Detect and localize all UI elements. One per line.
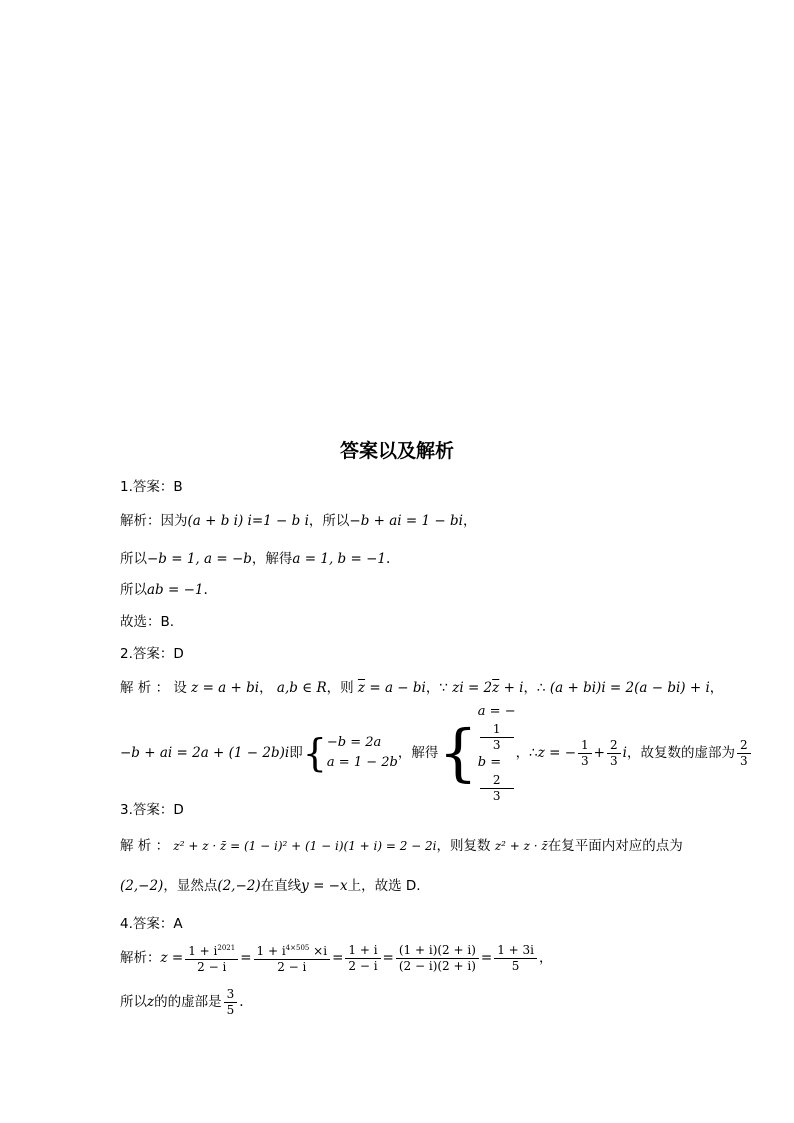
brace-icon: {	[302, 731, 327, 775]
q3-answer: 3.答案：D	[120, 802, 184, 818]
q2-answer: 2.答案：D	[120, 646, 184, 662]
q4-line-1: 解析： z = $\frac{1 + i^{2021}}{2 - i}$ = $\frac{1 + i^{4\times 505} \times i}{2 - i}$ = $\frac{1 + i}{2 - i}$ = $\frac{(1 + i)(2 + i)}{(2 - i)(2 + i)}$ = $\frac{1 + 3i}{5}$ ，	[120, 942, 553, 974]
q4-answer: 4.答案：A	[120, 916, 183, 932]
q3-line-2: (2,−2)，显然点(2,−2)在直线y = −x上，故选 D.	[120, 878, 421, 894]
brace-icon: {	[438, 716, 478, 789]
q1-line-3: 所以ab = −1.	[120, 582, 208, 598]
q1-line-2: 所以−b = 1, a = −b，解得a = 1, b = −1.	[120, 551, 391, 567]
q2-line-2: −b + ai = 2a + (1 − 2b)i 即 { −b = 2a a = 1 − 2b ，解得 { a = − 1 3 b = 2 3 ，∴ z = − $\frac{1}{3}$ + $\frac{2}{3}$ i ，故复数的虚部为 $\frac{2}{3}$	[120, 718, 753, 788]
q1-line-1: 解析：因为(a + b i) i=1 − b i，所以−b + ai = 1 − bi，	[120, 513, 477, 529]
q3-line-1: 解 析 ： z² + z · z̄ = (1 − i)² + (1 − i)(1 + i) = 2 − 2i，则复数 z² + z · z̄在复平面内对应的点为	[120, 838, 683, 854]
equation-system-1: { −b = 2a a = 1 − 2b	[302, 731, 398, 775]
q4-line-2: 所以 z 的的虚部是 $\frac{3}{5}$ .	[120, 986, 244, 1017]
q1-conclusion: 故选：B.	[120, 614, 175, 630]
q1-answer: 1.答案：B	[120, 479, 183, 495]
equation-system-2: { a = − 1 3 b = 2 3	[438, 704, 516, 803]
page-title: 答案以及解析	[339, 440, 454, 462]
q2-line-1: 解 析 ： 设 z = a + bi， a,b ∈ R，则 $\overline{z} = a$ − bi，∵ zi = $2\overline{z} + i$，∴ (a + bi)i = 2(a − bi) + i，	[120, 680, 724, 696]
